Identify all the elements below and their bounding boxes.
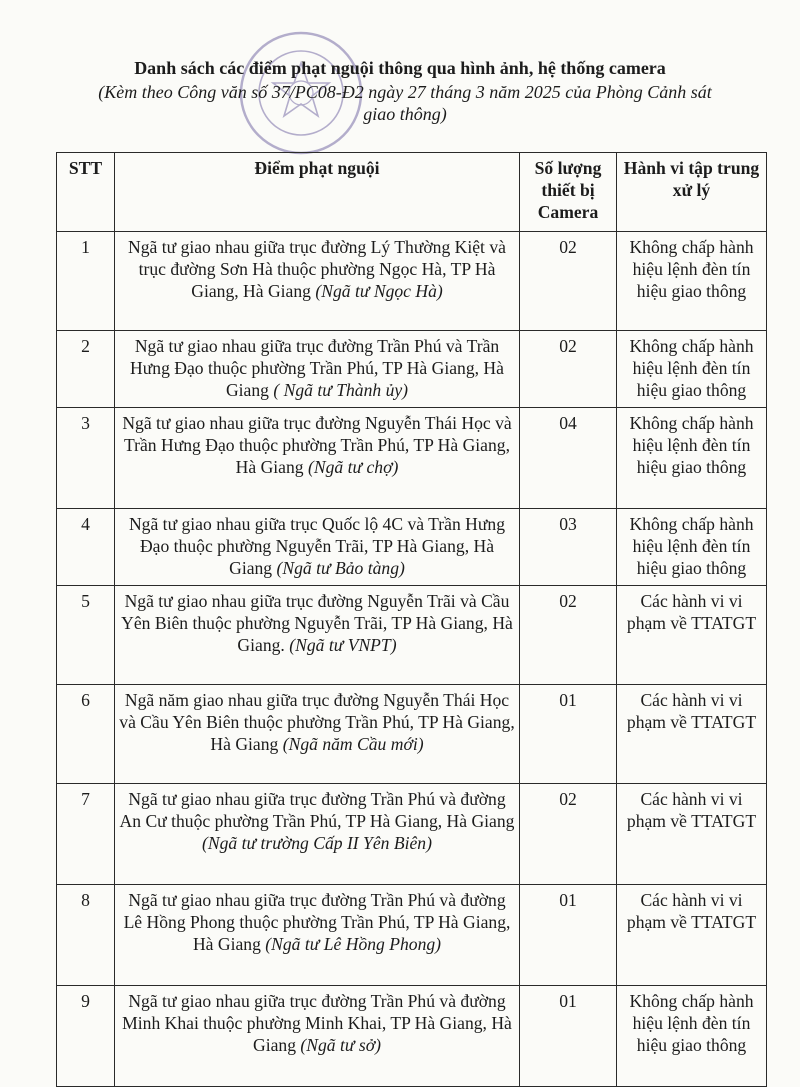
location-note: (Ngã tư Ngọc Hà) <box>315 281 443 301</box>
location-note: (Ngã tư sở) <box>300 1035 381 1055</box>
header-location: Điểm phạt nguội <box>115 153 520 232</box>
header-cameras: Số lượng thiết bị Camera <box>520 153 617 232</box>
location-note: (Ngã tư Lê Hồng Phong) <box>265 934 442 954</box>
row-behavior: Các hành vi vi phạm về TTATGT <box>617 586 767 685</box>
location-note: (Ngã năm Cầu mới) <box>282 734 424 754</box>
location-text: Ngã tư giao nhau giữa trục Quốc lộ 4C và Trần Hưng Đạo thuộc phường Nguyễn Trãi, TP Hà Giang, Hà Giang <box>128 514 506 578</box>
row-behavior: Không chấp hành hiệu lệnh đèn tín hiệu giao thông <box>617 232 767 331</box>
location-note: ( Ngã tư Thành ủy) <box>273 380 409 400</box>
header-behavior: Hành vi tập trung xử lý <box>617 153 767 232</box>
row-stt: 7 <box>57 784 115 885</box>
row-location <box>115 685 520 784</box>
row-camera-count: 02 <box>520 232 617 331</box>
row-behavior: Không chấp hành hiệu lệnh đèn tín hiệu giao thông <box>617 509 767 586</box>
location-text: Ngã tư giao nhau giữa trục đường Trần Phú và đường Lê Hồng Phong thuộc phường Trần Phú, TP Hà Giang, Hà Giang <box>123 890 511 954</box>
row-behavior: Các hành vi vi phạm về TTATGT <box>617 784 767 885</box>
row-camera-count: 02 <box>520 586 617 685</box>
row-camera-count: 04 <box>520 408 617 509</box>
row-stt: 1 <box>57 232 115 331</box>
location-note: (Ngã tư VNPT) <box>289 635 397 655</box>
location-text: Ngã tư giao nhau giữa trục đường Lý Thường Kiệt và trục đường Sơn Hà thuộc phường Ngọc Hà, TP Hà Giang, Hà Giang <box>128 237 506 301</box>
row-behavior: Không chấp hành hiệu lệnh đèn tín hiệu giao thông <box>617 986 767 1087</box>
row-location <box>115 586 520 685</box>
row-stt: 6 <box>57 685 115 784</box>
location-text: Ngã tư giao nhau giữa trục đường Nguyễn Thái Học và Trần Hưng Đạo thuộc phường Trần Phú, TP Hà Giang, Hà Giang <box>122 413 512 477</box>
row-location <box>115 509 520 586</box>
row-stt: 2 <box>57 331 115 408</box>
table-row <box>57 986 767 1087</box>
table-row <box>57 784 767 885</box>
row-behavior: Không chấp hành hiệu lệnh đèn tín hiệu giao thông <box>617 408 767 509</box>
table-row <box>57 885 767 986</box>
table-header-row <box>57 153 767 232</box>
table-row <box>57 509 767 586</box>
row-location <box>115 784 520 885</box>
speed-camera-table <box>56 152 767 1087</box>
row-camera-count: 01 <box>520 685 617 784</box>
row-stt: 5 <box>57 586 115 685</box>
location-text: Ngã tư giao nhau giữa trục đường Nguyễn Trãi và Cầu Yên Biên thuộc phường Nguyễn Trãi, TP Hà Giang, Hà Giang. <box>121 591 513 655</box>
location-text: Ngã năm giao nhau giữa trục đường Nguyễn Thái Học và Cầu Yên Biên thuộc phường Trần Phú, TP Hà Giang, Hà Giang <box>119 690 515 754</box>
header-stt: STT <box>57 153 115 232</box>
table-row <box>57 408 767 509</box>
row-stt: 4 <box>57 509 115 586</box>
row-camera-count: 01 <box>520 885 617 986</box>
location-note: (Ngã tư Bảo tàng) <box>276 558 405 578</box>
row-behavior: Không chấp hành hiệu lệnh đèn tín hiệu giao thông <box>617 331 767 408</box>
row-camera-count: 02 <box>520 784 617 885</box>
location-text: Ngã tư giao nhau giữa trục đường Trần Phú và đường An Cư thuộc phường Trần Phú, TP Hà Giang, Hà Giang <box>119 789 515 831</box>
location-text: Ngã tư giao nhau giữa trục đường Trần Phú và đường Minh Khai thuộc phường Minh Khai, TP Hà Giang, Hà Giang <box>122 991 512 1055</box>
row-stt: 8 <box>57 885 115 986</box>
row-location <box>115 408 520 509</box>
row-camera-count: 03 <box>520 509 617 586</box>
row-behavior: Các hành vi vi phạm về TTATGT <box>617 885 767 986</box>
document-title: Danh sách các điểm phạt nguội thông qua hình ảnh, hệ thống camera <box>134 58 666 78</box>
row-location <box>115 986 520 1087</box>
row-behavior: Các hành vi vi phạm về TTATGT <box>617 685 767 784</box>
table-row <box>57 685 767 784</box>
document-subtitle: (Kèm theo Công văn số 37/PC08-Đ2 ngày 27 tháng 3 năm 2025 của Phòng Cảnh sát giao thông) <box>98 82 712 124</box>
location-note: (Ngã tư trường Cấp II Yên Biên) <box>202 833 432 853</box>
row-location <box>115 331 520 408</box>
row-location <box>115 232 520 331</box>
row-stt: 3 <box>57 408 115 509</box>
table-row <box>57 232 767 331</box>
row-location <box>115 885 520 986</box>
row-camera-count: 02 <box>520 331 617 408</box>
location-note: (Ngã tư chợ) <box>308 457 399 477</box>
table-row <box>57 586 767 685</box>
row-camera-count: 01 <box>520 986 617 1087</box>
row-stt: 9 <box>57 986 115 1087</box>
table-row <box>57 331 767 408</box>
location-text: Ngã tư giao nhau giữa trục đường Trần Phú và Trần Hưng Đạo thuộc phường Trần Phú, TP Hà Giang, Hà Giang <box>130 336 504 400</box>
